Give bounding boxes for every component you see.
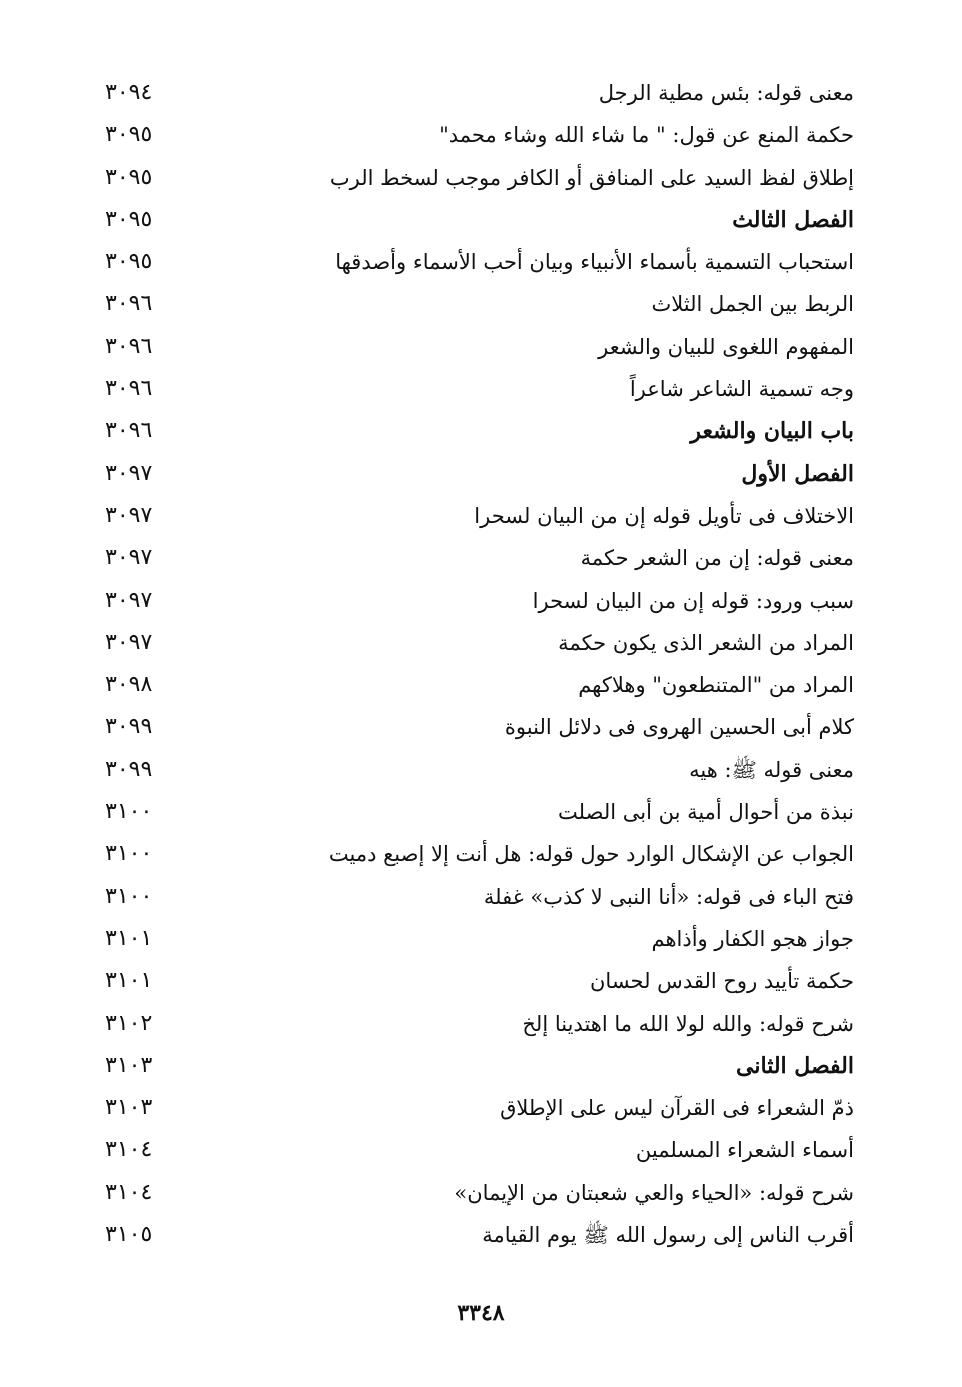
toc-row	[0, 622, 962, 664]
toc-row	[0, 1214, 962, 1256]
toc-entry-page: ٣١٠٣	[105, 1095, 153, 1121]
toc-entry-title: معنى قوله: بئس مطية الرجل	[598, 81, 854, 105]
toc-entry-page: ٣٠٩٦	[105, 376, 153, 402]
toc-entry-page: ٣١٠١	[105, 925, 153, 951]
toc-section-heading: الفصل الأول	[741, 460, 854, 487]
page-number: ٣٣٤٨	[457, 1300, 505, 1326]
toc-entry-title: الاختلاف فى تأويل قوله إن من البيان لسحرا	[474, 503, 854, 528]
toc-entry-title: نبذة من أحوال أمية بن أبى الصلت	[558, 800, 854, 825]
toc-entry-page: ٣٠٩٩	[105, 756, 153, 782]
toc-section-heading: الفصل الثالث	[732, 206, 854, 233]
toc-row	[0, 114, 962, 156]
toc-entry-title: شرح قوله: والله لولا الله ما اهتدينا إلخ	[522, 1011, 854, 1036]
toc-section-heading: الفصل الثانى	[736, 1052, 854, 1079]
toc-entry-page: ٣١٠٠	[105, 799, 153, 825]
toc-row	[0, 960, 962, 1002]
toc-row	[0, 241, 962, 283]
toc-row	[0, 1087, 962, 1129]
toc-entry-page: ٣٠٩٥	[105, 249, 153, 275]
toc-row	[0, 1003, 962, 1045]
toc-entry-title: فتح الباء فى قوله: «أنا النبى لا كذب» غفلة	[483, 884, 854, 909]
toc-row	[0, 833, 962, 875]
toc-row	[0, 410, 962, 452]
toc-entry-page: ٣٠٩٨	[105, 672, 153, 698]
toc-entry-page: ٣١٠٤	[105, 1137, 153, 1163]
table-of-contents	[0, 72, 962, 1256]
toc-entry-page: ٣١٠١	[105, 968, 153, 994]
toc-entry-title: إطلاق لفظ السيد على المنافق أو الكافر موجب لسخط الرب	[329, 165, 854, 190]
toc-row	[0, 495, 962, 537]
toc-entry-page: ٣٠٩٦	[105, 291, 153, 317]
toc-row	[0, 918, 962, 960]
toc-entry-title: استحباب التسمية بأسماء الأنبياء وبيان أحب الأسماء وأصدقها	[335, 250, 854, 275]
toc-entry-page: ٣٠٩٥	[105, 164, 153, 190]
toc-entry-page: ٣١٠٥	[105, 1222, 153, 1248]
toc-entry-title: أقرب الناس إلى رسول الله ﷺ يوم القيامة	[482, 1223, 854, 1248]
toc-row	[0, 199, 962, 241]
toc-row	[0, 368, 962, 410]
toc-entry-page: ٣٠٩٧	[105, 545, 153, 571]
toc-row	[0, 791, 962, 833]
toc-entry-title: شرح قوله: «الحياء والعي شعبتان من الإيمان»	[454, 1180, 854, 1205]
toc-entry-title: معنى قوله: إن من الشعر حكمة	[580, 546, 854, 571]
toc-entry-page: ٣٠٩٧	[105, 629, 153, 655]
toc-entry-page: ٣٠٩٧	[105, 460, 153, 486]
toc-entry-title: حكمة المنع عن قول: " ما شاء الله وشاء محمد"	[439, 123, 854, 148]
toc-row	[0, 72, 962, 114]
toc-row	[0, 283, 962, 325]
toc-entry-title: معنى قوله ﷺ: هيه	[689, 757, 854, 782]
toc-entry-title: كلام أبى الحسين الهروى فى دلائل النبوة	[504, 715, 854, 740]
toc-entry-title: المفهوم اللغوى للبيان والشعر	[598, 334, 854, 359]
toc-entry-page: ٣٠٩٩	[105, 714, 153, 740]
toc-row	[0, 1172, 962, 1214]
toc-row	[0, 1129, 962, 1171]
toc-entry-page: ٣١٠٢	[105, 1010, 153, 1036]
toc-entry-page: ٣١٠٤	[105, 1179, 153, 1205]
toc-row	[0, 326, 962, 368]
toc-row	[0, 706, 962, 748]
toc-entry-title: المراد من "المتنطعون" وهلاكهم	[578, 673, 854, 698]
toc-entry-page: ٣٠٩٦	[105, 418, 153, 444]
toc-entry-page: ٣٠٩٦	[105, 333, 153, 359]
toc-row	[0, 749, 962, 791]
toc-entry-title: ذمّ الشعراء فى القرآن ليس على الإطلاق	[500, 1096, 854, 1121]
toc-row	[0, 876, 962, 918]
toc-entry-title: المراد من الشعر الذى يكون حكمة	[558, 630, 854, 655]
toc-entry-title: وجه تسمية الشاعر شاعراً	[629, 377, 854, 402]
toc-row	[0, 537, 962, 579]
toc-entry-title: سبب ورود: قوله إن من البيان لسحرا	[532, 588, 854, 613]
toc-entry-page: ٣٠٩٥	[105, 206, 153, 232]
toc-entry-title: أسماء الشعراء المسلمين	[635, 1138, 854, 1163]
toc-row	[0, 157, 962, 199]
toc-entry-title: الجواب عن الإشكال الوارد حول قوله: هل أنت إلا إصبع دميت	[328, 842, 854, 867]
toc-entry-page: ٣٠٩٤	[105, 80, 153, 105]
toc-chapter-heading: باب البيان والشعر	[690, 418, 854, 445]
toc-entry-title: حكمة تأييد روح القدس لحسان	[590, 969, 854, 994]
toc-entry-page: ٣٠٩٧	[105, 502, 153, 528]
toc-row	[0, 580, 962, 622]
toc-entry-page: ٣١٠٣	[105, 1052, 153, 1078]
toc-row	[0, 453, 962, 495]
toc-entry-page: ٣١٠٠	[105, 841, 153, 867]
toc-entry-page: ٣١٠٠	[105, 883, 153, 909]
toc-entry-title: الربط بين الجمل الثلاث	[651, 292, 854, 317]
toc-entry-page: ٣٠٩٥	[105, 122, 153, 148]
toc-row	[0, 664, 962, 706]
toc-row	[0, 1045, 962, 1087]
toc-entry-title: جواز هجو الكفار وأذاهم	[651, 926, 854, 951]
toc-entry-page: ٣٠٩٧	[105, 587, 153, 613]
